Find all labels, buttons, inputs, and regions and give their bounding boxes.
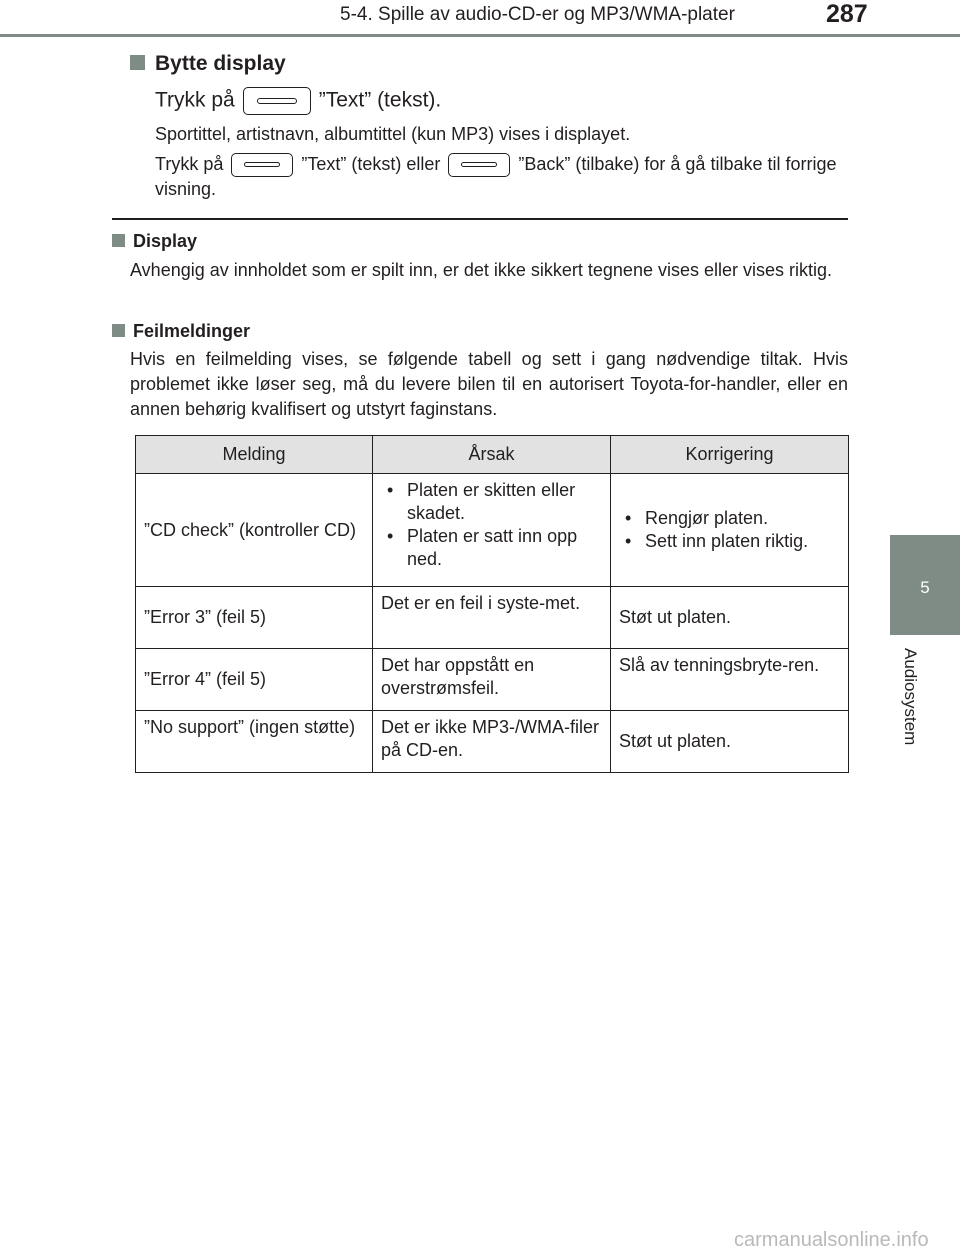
list-item: • Rengjør platen. — [619, 507, 840, 530]
message-cell: ”No support” (ingen støtte) — [136, 711, 373, 773]
table-row — [136, 711, 849, 773]
back-suffix: ”Back” (tilbake) for å gå tilbake til forrige visning. — [155, 154, 837, 200]
table-header-row — [136, 436, 849, 474]
table-row — [136, 474, 849, 587]
correction-cell: Slå av tenningsbryte-ren. — [611, 649, 849, 711]
chapter-tab-number: 5 — [920, 578, 930, 597]
note-heading-text: Feilmeldinger — [133, 321, 251, 341]
cause-cell: Det er en feil i syste-met. — [373, 587, 611, 649]
back-prefix: Trykk på — [155, 154, 224, 174]
list-item: • Platen er skitten eller skadet. — [381, 479, 602, 525]
back-mid: ”Text” (tekst) eller — [301, 154, 441, 174]
column-header: Korrigering — [611, 436, 849, 474]
cause-cell: Det har oppstått en overstrømsfeil. — [373, 649, 611, 711]
text-button-icon — [243, 87, 311, 115]
note-body-errors: Hvis en feilmelding vises, se følgende tabell og sett i gang nødvendige tiltak. Hvis problemet ikke løser seg, må du levere bilen til en autorisert Toyota-for-handler, eller en annen behørig kvalifisert og utstyrt faginstans. — [130, 349, 848, 419]
column-header: Årsak — [373, 436, 611, 474]
back-button-icon — [448, 153, 510, 177]
note-body-display: Avhengig av innholdet som er spilt inn, er det ikke sikkert tegnene vises eller vises riktig. — [130, 260, 833, 280]
square-bullet-icon — [112, 324, 125, 337]
note-heading-errors — [112, 321, 250, 342]
cause-cell: Det er ikke MP3-/WMA-filer på CD-en. — [373, 711, 611, 773]
message-cell: ”Error 3” (feil 5) — [136, 587, 373, 649]
section-divider — [112, 218, 848, 220]
text-button-icon — [231, 153, 293, 177]
error-message-table — [135, 435, 849, 773]
page-number: 287 — [826, 0, 868, 28]
watermark: carmanualsonline.info — [734, 1229, 929, 1251]
chapter-tab — [890, 535, 960, 635]
section-heading — [130, 52, 286, 76]
page-header-title: 5-4. Spille av audio-CD-er og MP3/WMA-plater — [340, 4, 735, 25]
header-rule — [0, 34, 960, 37]
press-prefix: Trykk på — [155, 88, 235, 112]
cause-cell — [373, 474, 611, 587]
press-suffix: ”Text” (tekst). — [318, 88, 442, 112]
correction-cell: Støt ut platen. — [611, 711, 849, 773]
note-heading-text: Display — [133, 231, 198, 251]
section-heading-text: Bytte display — [155, 52, 286, 75]
message-cell: ”CD check” (kontroller CD) — [136, 474, 373, 587]
note-heading-display — [112, 231, 197, 252]
display-description: Sportittel, artistnavn, albumtittel (kun MP3) vises i displayet. — [155, 124, 631, 144]
list-item: • Platen er satt inn opp ned. — [381, 525, 602, 571]
table-row — [136, 649, 849, 711]
square-bullet-icon — [130, 55, 145, 70]
correction-cell: Støt ut platen. — [611, 587, 849, 649]
message-cell: ”Error 4” (feil 5) — [136, 649, 373, 711]
chapter-tab-label: Audiosystem — [901, 648, 920, 746]
press-instruction — [155, 87, 441, 115]
back-instruction — [155, 152, 855, 202]
column-header: Melding — [136, 436, 373, 474]
square-bullet-icon — [112, 234, 125, 247]
list-item: • Sett inn platen riktig. — [619, 530, 840, 553]
table-row — [136, 587, 849, 649]
correction-cell — [611, 474, 849, 587]
